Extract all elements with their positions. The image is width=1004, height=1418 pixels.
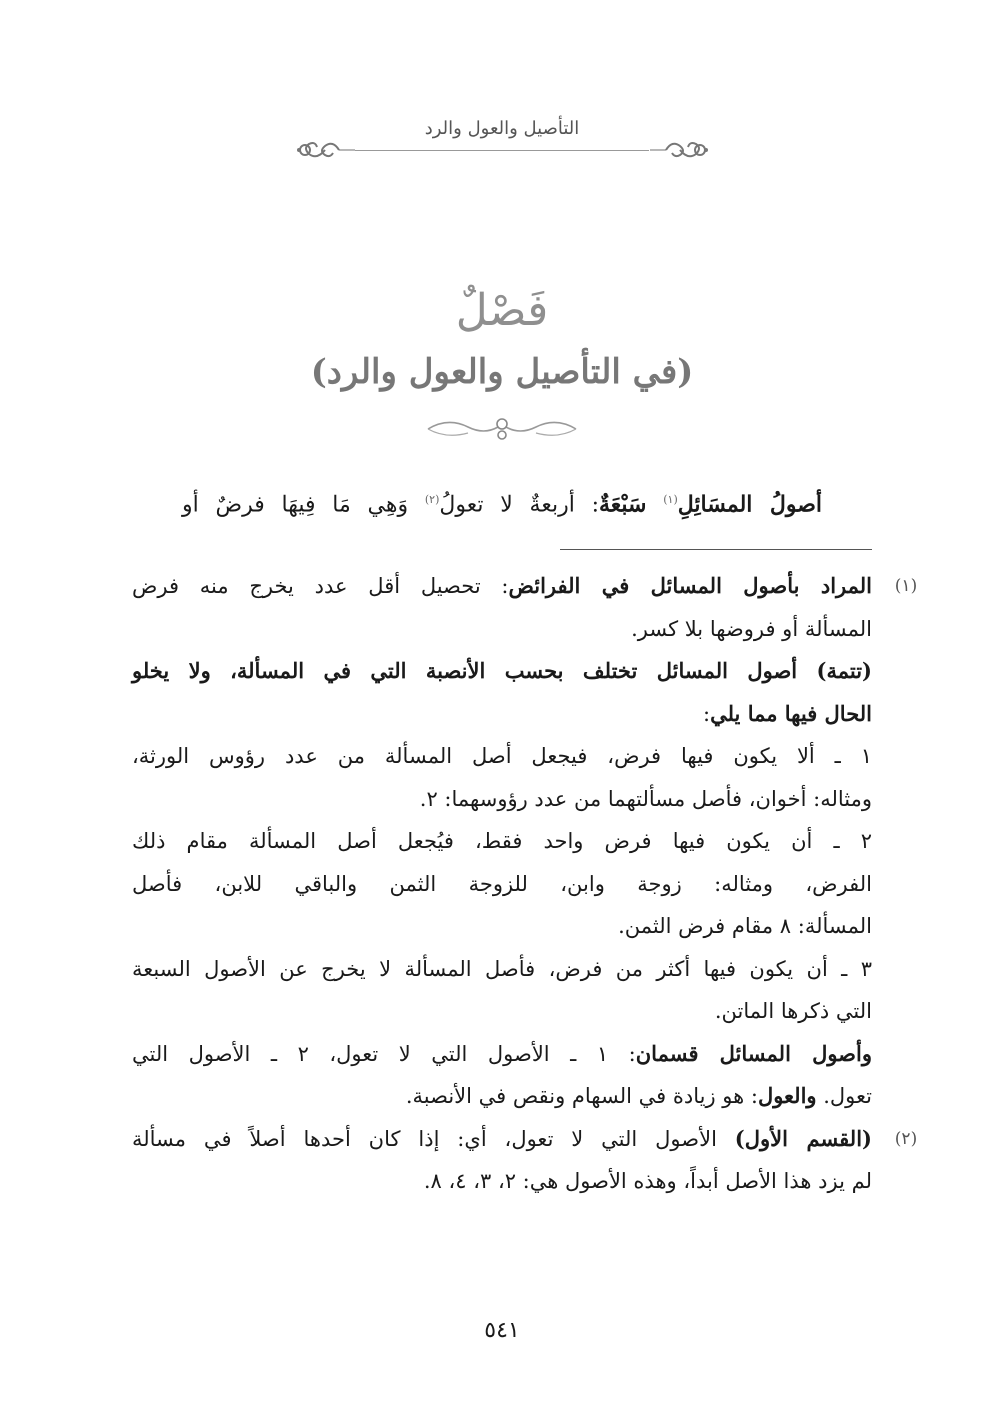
footnote-line bbox=[132, 693, 872, 736]
page-number: ٥٤١ bbox=[484, 1318, 520, 1343]
footnote-text: التي ذكرها الماتن. bbox=[714, 999, 872, 1023]
footnote-line bbox=[132, 565, 872, 608]
footnote-line bbox=[132, 608, 872, 651]
footnote-bold: المراد بأصول المسائل في الفرائض bbox=[508, 573, 873, 598]
footnote-line bbox=[132, 990, 872, 1033]
footnote-text: ١ ـ ألا يكون فيها فرض، فيجعل أصل المسألة من عدد رؤوس الورثة، bbox=[132, 744, 872, 768]
title-ornament-icon bbox=[418, 414, 586, 444]
main-text bbox=[182, 478, 822, 527]
main-text-segment-end: وَهِي مَا فِيهَا فرضٌ أو bbox=[182, 492, 425, 518]
main-text-segment: : أربعةٌ لا تعولُ bbox=[439, 492, 599, 518]
footnote-bold: والعول bbox=[757, 1083, 817, 1108]
footnote-line bbox=[132, 948, 872, 991]
footnote-bold: وأصول المسائل قسمان bbox=[635, 1040, 872, 1066]
running-header bbox=[0, 112, 1004, 172]
main-text-term: أصولُ المسَائِلِ bbox=[677, 491, 822, 518]
footnote-text: الأصول التي لا تعول، أي: إذا كان أحدها أصلاً في مسألة bbox=[132, 1126, 735, 1151]
footnote-text: الفرض، ومثاله: زوجة وابن، للزوجة الثمن والباقي للابن، فأصل bbox=[132, 871, 872, 896]
footnote-text: : تحصيل أقل عدد يخرج منه فرض bbox=[132, 574, 509, 598]
footnote-text: المسألة: ٨ مقام فرض الثمن. bbox=[618, 914, 872, 938]
footnote-line bbox=[132, 905, 872, 948]
footnote-2 bbox=[132, 1118, 918, 1203]
footnote-line bbox=[132, 1118, 872, 1161]
footnote-line bbox=[132, 1033, 872, 1076]
footnote-marker-2: (٢) bbox=[424, 493, 440, 506]
footnote-line bbox=[132, 778, 872, 821]
footnote-line bbox=[132, 1160, 872, 1203]
footnote-bold: (القسم الأول) bbox=[734, 1125, 872, 1151]
running-header-title: التأصيل والعول والرد bbox=[424, 118, 580, 139]
footnote-bold: (تتمة) أصول المسائل تختلف بحسب الأنصبة التي في المسألة، ولا يخلو bbox=[132, 658, 872, 683]
footnote-separator bbox=[560, 549, 872, 550]
footnote-text: المسألة أو فروضها بلا كسر. bbox=[631, 616, 872, 641]
footnote-line bbox=[132, 820, 872, 863]
header-rule bbox=[355, 150, 649, 151]
footnote-marker-1: (١) bbox=[663, 493, 678, 506]
footnote-text: تعول. bbox=[816, 1084, 872, 1108]
footnote-text: : ١ ـ الأصول التي لا تعول، ٢ ـ الأصول التي bbox=[132, 1041, 636, 1066]
footnotes bbox=[132, 565, 918, 1203]
footnote-line bbox=[132, 863, 872, 906]
header-ornament-left-icon bbox=[295, 133, 357, 167]
footnote-text: ٢ ـ أن يكون فيها فرض واحد فقط، فيُجعل أصل المسألة مقام ذلك bbox=[132, 829, 872, 853]
footnote-line bbox=[132, 650, 872, 693]
footnote-text: لم يزد هذا الأصل أبداً، وهذه الأصول هي: ٢، ٣، ٤، ٨. bbox=[423, 1169, 872, 1193]
footnote-text: : هو زيادة في السهام ونقص في الأنصبة. bbox=[405, 1084, 758, 1108]
footnote-bold: الحال فيها مما يلي bbox=[710, 700, 872, 726]
main-text-term-number: سَبْعَةٌ bbox=[599, 491, 647, 518]
footnote-number: (٢) bbox=[894, 1128, 918, 1149]
footnote-text: ومثاله: أخوان، فأصل مسألتهما من عدد رؤوسهما: ٢. bbox=[419, 786, 872, 811]
footnote-text: : bbox=[703, 701, 711, 726]
footnote-line bbox=[132, 735, 872, 778]
chapter-subtitle: (في التأصيل والعول والرد) bbox=[310, 352, 694, 392]
footnote-1 bbox=[132, 565, 918, 1118]
chapter-heading: فَصْلٌ bbox=[455, 285, 549, 336]
footnote-text: ٣ ـ أن يكون فيها أكثر من فرض، فأصل المسألة لا يخرج عن الأصول السبعة bbox=[132, 956, 872, 981]
header-ornament-right-icon bbox=[648, 133, 710, 167]
footnote-number: (١) bbox=[894, 576, 918, 596]
footnote-line bbox=[132, 1075, 872, 1118]
